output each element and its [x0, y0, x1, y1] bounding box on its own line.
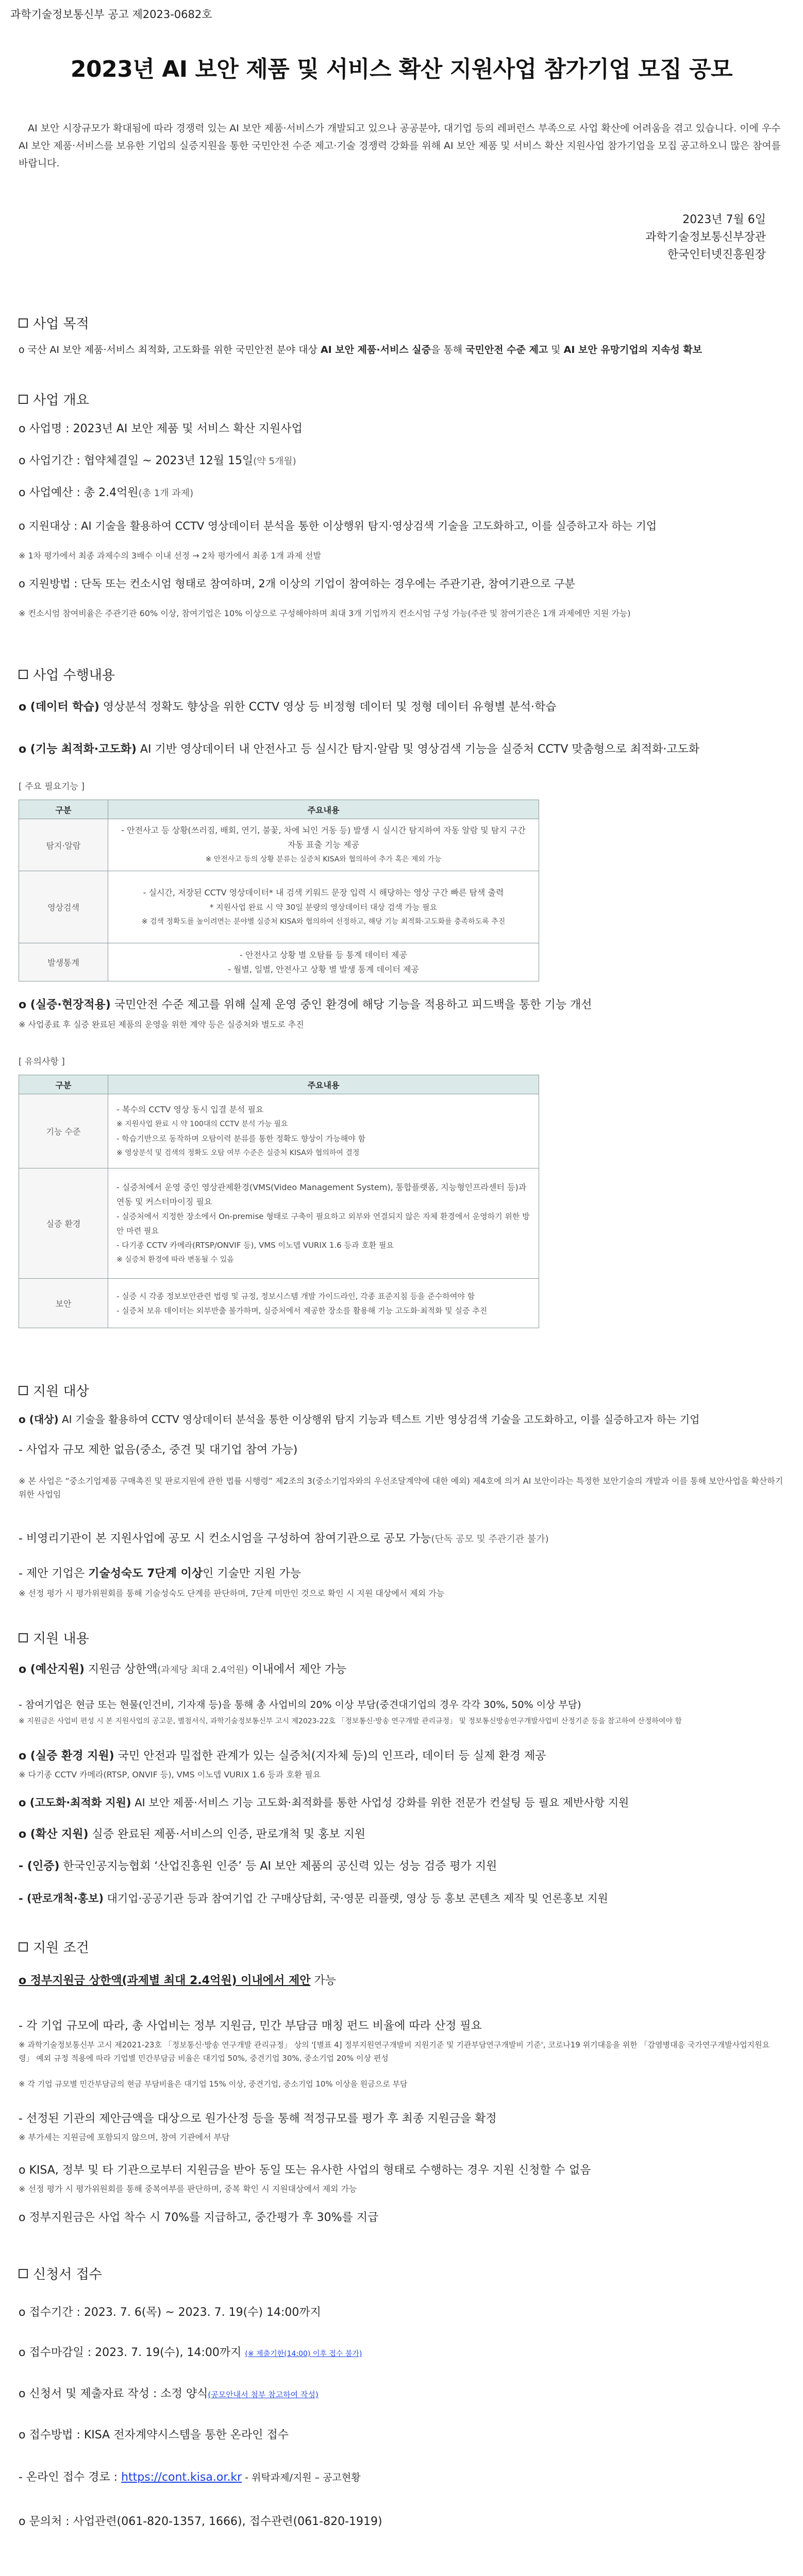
overview-period: o 사업기간 : 협약체결일 ~ 2023년 12월 15일(약 5개월)	[19, 454, 296, 467]
table2-tag: [ 유의사항 ]	[19, 1057, 65, 1067]
section-target	[19, 1381, 89, 1400]
target-line-4: - 제안 기업은 기술성숙도 7단계 이상인 기술만 지원 가능	[19, 1567, 302, 1580]
conditions-line-2-note-2: ※ 각 기업 규모별 민간부담금의 현금 부담비율은 대기업 15% 이상, 중견기업, 중소기업 10% 이상을 원금으로 부담	[19, 2079, 408, 2089]
square-bullet-icon	[19, 395, 28, 404]
sign-org-2: 한국인터넷진흥원장	[667, 248, 766, 261]
conditions-line-1: o 정부지원금 상한액(과제별 최대 2.4억원) 이내에서 제안 가능	[19, 1974, 336, 1987]
apply-docs: o 신청서 및 제출자료 작성 : 소정 양식(공모안내서 첨부 참고하여 작성)	[19, 2387, 319, 2400]
feature-table	[19, 800, 539, 981]
content-item-1: o (데이터 학습) 영상분석 정확도 향상을 위한 CCTV 영상 등 비정형 데이터 및 정형 데이터 유형별 분석·학습	[19, 701, 557, 714]
support-line-3: o (실증 환경 지원) 국민 안전과 밀접한 관계가 있는 실증처(지자체 등)의 인프라, 데이터 등 실제 환경 제공	[19, 1750, 546, 1762]
table1-tag: [ 주요 필요기능 ]	[19, 782, 85, 792]
support-line-3-note: ※ 다기종 CCTV 카메라(RTSP, ONVIF 등), VMS 이노뎁 VURIX 1.6 등과 호환 필요	[19, 1770, 321, 1780]
conditions-line-4-note: ※ 선정 평가 시 평가위원회를 통해 중복여부를 판단하며, 중복 확인 시 지원대상에서 제외 가능	[19, 2184, 357, 2194]
page-title: 2023년 AI 보안 제품 및 서비스 확산 지원사업 참가기업 모집 공모	[70, 56, 733, 82]
row-content: - 안전사고 상황 별 오탐률 등 통계 데이터 제공 - 월별, 일별, 안전사고 상황 별 발생 통계 데이터 제공	[108, 943, 539, 981]
row-content: - 실증처에서 운영 중인 영상관제환경(VMS(Video Management System), 통합플랫폼, 지능형인프라센터 등)과 연동 및 커스터마이징 필요 - 실증처에서 지정한 장소에서 On-premise 형태로 구축이 필요하고 외부와 연결되지 않은 자체 환경에서 운영하기 위한 방안 마련 필요 - 다기종 CCTV 카메라(RTSP/ONVIF 등), VMS 이노뎁 VURIX 1.6 등과 호환 필요 ※ 실증처 환경에 따라 변동될 수 있음	[108, 1168, 539, 1279]
section-title: 사업 개요	[33, 393, 89, 408]
square-bullet-icon	[19, 670, 28, 679]
section-title: 지원 대상	[33, 1384, 89, 1399]
row-category: 발생통계	[19, 943, 108, 981]
section-conditions	[19, 1937, 89, 1956]
row-category: 실증 환경	[19, 1168, 108, 1279]
table-header: 주요내용	[108, 800, 539, 819]
content-item-3-note: ※ 사업종료 후 실증 완료된 제품의 운영을 위한 계약 등은 실증처와 별도로 추진	[19, 1020, 304, 1029]
table-header: 주요내용	[108, 1075, 539, 1094]
overview-budget: o 사업예산 : 총 2.4억원(총 1개 과제)	[19, 486, 194, 499]
conditions-line-2-note-1: ※ 과학기술정보통신부 고시 제2021-23호 「정보통신·방송 연구개발 관리규정」 상의 '[별표 4] 정부지원연구개발비 지원기준 및 기관부담연구개발비 기준', 코로나19 위기대응을 위한 「감염병대응 국가연구개발사업지원요령」 예외 규정 적용에 따라 기업별 민간부담금 비율은 대기업 50%, 중견기업 30%, 중소기업 20% 이상 편성	[19, 2040, 770, 2063]
conditions-line-5: o 정부지원금은 사업 착수 시 70%를 지급하고, 중간평가 후 30%를 지급	[19, 2211, 379, 2224]
conditions-line-3-note: ※ 부가세는 지원금에 포함되지 않으며, 참여 기관에서 부담	[19, 2132, 230, 2142]
table-row	[19, 871, 539, 943]
square-bullet-icon	[19, 1942, 28, 1952]
apply-period: o 접수기간 : 2023. 7. 6(목) ~ 2023. 7. 19(수) 14:00까지	[19, 2306, 321, 2319]
conditions-line-3: - 선정된 기관의 제안금액을 대상으로 원가산정 등을 통해 적정규모를 평가 후 최종 지원금을 확정	[19, 2112, 497, 2125]
row-category: 영상검색	[19, 871, 108, 943]
section-purpose	[19, 313, 89, 332]
notice-number: 과학기술정보통신부 공고 제2023-0682호	[10, 8, 212, 21]
apply-method: o 접수방법 : KISA 전자계약시스템을 통한 온라인 접수	[19, 2429, 289, 2442]
section-title: 지원 내용	[33, 1631, 89, 1647]
sign-date: 2023년 7월 6일	[682, 213, 766, 226]
section-apply	[19, 2264, 102, 2283]
support-line-5: o (확산 지원) 실증 완료된 제품·서비스의 인증, 판로개척 및 홍보 지원	[19, 1828, 366, 1841]
row-content: - 복수의 CCTV 영상 동시 입결 분석 필요 ※ 지원사업 완료 시 약 100대의 CCTV 분석 가능 필요 - 학습기반으로 동작하며 오탐이력 분류를 통한 정확도 향상이 가능해야 함 ※ 영상분석 및 검색의 정확도 오탐 여부 수준은 실증처 KISA와 협의하여 결정	[108, 1094, 539, 1168]
table-header: 구분	[19, 800, 108, 819]
square-bullet-icon	[19, 318, 28, 328]
table-row	[19, 819, 539, 871]
target-line-4-note: ※ 선정 평가 시 평가위원회를 통해 기술성숙도 단계를 판단하며, 7단계 미만인 것으로 확인 시 지원 대상에서 제외 가능	[19, 1588, 445, 1598]
section-title: 사업 수행내용	[33, 668, 115, 683]
support-line-1: o (예산지원) 지원금 상한액(과제당 최대 2.4억원) 이내에서 제안 가능	[19, 1663, 347, 1676]
section-title: 신청서 접수	[33, 2267, 102, 2282]
support-line-7: - (판로개척·홍보) 대기업·공공기관 등과 참여기업 간 구매상담회, 국·영문 리플렛, 영상 등 홍보 콘텐츠 제작 및 언론홍보 지원	[19, 1892, 608, 1905]
intro-paragraph: AI 보안 시장규모가 확대됨에 따라 경쟁력 있는 AI 보안 제품·서비스가 개발되고 있으나 공공분야, 대기업 등의 레퍼런스 부족으로 사업 확산에 어려움을 겪고 있습니다. 이에 우수 AI 보안 제품·서비스를 보유한 기업의 실증지원을 통한 국민안전 수준 제고·기술 경쟁력 강화를 위해 AI 보안 제품 및 서비스 확산 지원사업 참가기업을 모집 공고하오니 많은 참여를 바랍니다.	[19, 123, 781, 169]
target-line-1: o (대상) AI 기술을 활용하여 CCTV 영상데이터 분석을 통한 이상행위 탐지 기능과 텍스트 기반 영상검색 기술을 고도화하고, 이를 실증하고자 하는 기업	[19, 1413, 700, 1426]
support-line-4: o (고도화·최적화 지원) AI 보안 제품·서비스 기능 고도화·최적화를 통한 사업성 강화를 위한 전문가 컨설팅 등 필요 제반사항 지원	[19, 1797, 629, 1809]
target-line-2-note: ※ 본 사업은 “중소기업제품 구매촉진 및 판로지원에 관한 법률 시행령” 제2조의 3(중소기업자와의 우선조달계약에 대한 예외) 제4호에 의거 AI 보안이라는 특정한 보안기술의 개발과 이를 통해 보안사업을 확산하기 위한 사업임	[19, 1476, 783, 1499]
row-category: 탐지·알람	[19, 819, 108, 871]
apply-contact: o 문의처 : 사업관련(061-820-1357, 1666), 접수관련(061-820-1919)	[19, 2515, 382, 2528]
conditions-line-4: o KISA, 정부 및 타 기관으로부터 지원금을 받아 동일 또는 유사한 사업의 형태로 수행하는 경우 지원 신청할 수 없음	[19, 2164, 591, 2177]
row-category: 보안	[19, 1279, 108, 1328]
support-line-2-note: ※ 지원금은 사업비 편성 시 본 지원사업의 공고문, 별첨서식, 과학기술정보통신부 고시 제2023-22호 「정보통신·방송 연구개발 관리규정」 및 정보통신방송연구개발사업비 산정기준 등을 참고하여 산정하여야 함	[19, 1717, 682, 1725]
row-category: 기능 수준	[19, 1094, 108, 1168]
square-bullet-icon	[19, 1633, 28, 1642]
table-header: 구분	[19, 1075, 108, 1094]
target-line-2: - 사업자 규모 제한 없음(중소, 중견 및 대기업 참여 가능)	[19, 1444, 298, 1456]
section-overview	[19, 389, 89, 409]
conditions-line-2: - 각 기업 규모에 따라, 총 사업비는 정부 지원금, 민간 부담금 매칭 펀드 비율에 따라 산정 필요	[19, 2020, 482, 2032]
table-row	[19, 1094, 539, 1168]
section-title: 지원 조건	[33, 1940, 89, 1956]
section-support	[19, 1628, 89, 1647]
row-content: - 실증 시 각종 정보보안관련 법령 및 규정, 정보시스템 개발 가이드라인, 각종 표준지침 등을 준수하여야 함 - 실증처 보유 데이터는 외부반출 불가하며, 실증처에서 제공한 장소를 활용해 기능 고도화·최적화 및 실증 추진	[108, 1279, 539, 1328]
overview-unit: o 지원방법 : 단독 또는 컨소시엄 형태로 참여하며, 2개 이상의 기업이 참여하는 경우에는 주관기관, 참여기관으로 구분	[19, 578, 575, 590]
content-item-3: o (실증·현장적용) 국민안전 수준 제고를 위해 실제 운영 중인 환경에 해당 기능을 적용하고 피드백을 통한 기능 개선	[19, 998, 592, 1011]
apply-deadline: o 접수마감일 : 2023. 7. 19(수), 14:00까지 (※ 제출기한(14:00) 이후 접수 불가)	[19, 2346, 362, 2359]
row-content: - 안전사고 등 상황(쓰러짐, 배회, 연기, 불꽃, 차에 뇌인 거동 등) 발생 시 실시간 탐지하여 자동 알람 및 탐지 구간 자동 표출 기능 제공 ※ 안전사고 등의 상황 분류는 실증처 KISA와 협의하여 추가 혹은 제외 가능	[108, 819, 539, 871]
purpose-text: o 국산 AI 보안 제품·서비스 최적화, 고도화를 위한 국민안전 분야 대상 AI 보안 제품·서비스 실증을 통해 국민안전 수준 제고 및 AI 보안 유망기업의 지속성 확보	[19, 344, 702, 355]
content-item-2: o (기능 최적화·고도화) AI 기반 영상데이터 내 안전사고 등 실시간 탐지·알람 및 영상검색 기능을 실증처 CCTV 맞춤형으로 최적화·고도화	[19, 743, 700, 756]
overview-unit-note: ※ 컨소시엄 참여비율은 주관기관 60% 이상, 참여기업은 10% 이상으로 구성해야하며 최대 3개 기업까지 컨소시엄 구성 가능(주관 및 참여기관은 1개 과제에만 지원 가능)	[19, 608, 631, 618]
notes-table	[19, 1075, 539, 1328]
support-line-6: - (인증) 한국인공지능협회 ‘산업진흥원 인증’ 등 AI 보안 제품의 공신력 있는 성능 검증 평가 지원	[19, 1860, 497, 1873]
table-row	[19, 1279, 539, 1328]
overview-target: o 지원대상 : AI 기술을 활용하여 CCTV 영상데이터 분석을 통한 이상행위 탐지·영상검색 기술을 고도화하고, 이를 실증하고자 하는 기업	[19, 520, 657, 532]
square-bullet-icon	[19, 2269, 28, 2278]
square-bullet-icon	[19, 1386, 28, 1395]
overview-name: o 사업명 : 2023년 AI 보안 제품 및 서비스 확산 지원사업	[19, 422, 303, 435]
sign-org-1: 과학기술정보통신부장관	[645, 231, 766, 244]
apply-link[interactable]: https://cont.kisa.or.kr	[121, 2471, 242, 2484]
target-line-3: - 비영리기관이 본 지원사업에 공모 시 컨소시엄을 구성하여 참여기관으로 공모 가능(단독 공모 및 주관기관 불가)	[19, 1532, 549, 1545]
table-row	[19, 1168, 539, 1279]
section-title: 사업 목적	[33, 316, 89, 332]
row-content: - 실시간, 저장된 CCTV 영상데이터* 내 검색 키워드 문장 입력 시 해당하는 영상 구간 빠른 탐색 출력 * 지원사업 완료 시 약 30일 분량의 영상데이터 대상 검색 가능 필요 ※ 검색 정확도를 높이려면는 분야별 실증처 KISA와 협의하여 선정하고, 해당 기능 최적화·고도화를 충족하도록 추진	[108, 871, 539, 943]
apply-route: - 온라인 접수 경로 : https://cont.kisa.or.kr - 위탁과제/지원 – 공고현황	[19, 2471, 361, 2484]
overview-target-note: ※ 1차 평가에서 최종 과제수의 3배수 이내 선정 → 2차 평가에서 최종 1개 과제 선발	[19, 551, 321, 561]
support-line-2: - 참여기업은 현금 또는 현물(인건비, 기자재 등)을 통해 총 사업비의 20% 이상 부담(중견대기업의 경우 각각 30%, 50% 이상 부담)	[19, 1699, 581, 1710]
section-content	[19, 665, 115, 684]
table-row	[19, 943, 539, 981]
signature-block	[645, 211, 766, 264]
